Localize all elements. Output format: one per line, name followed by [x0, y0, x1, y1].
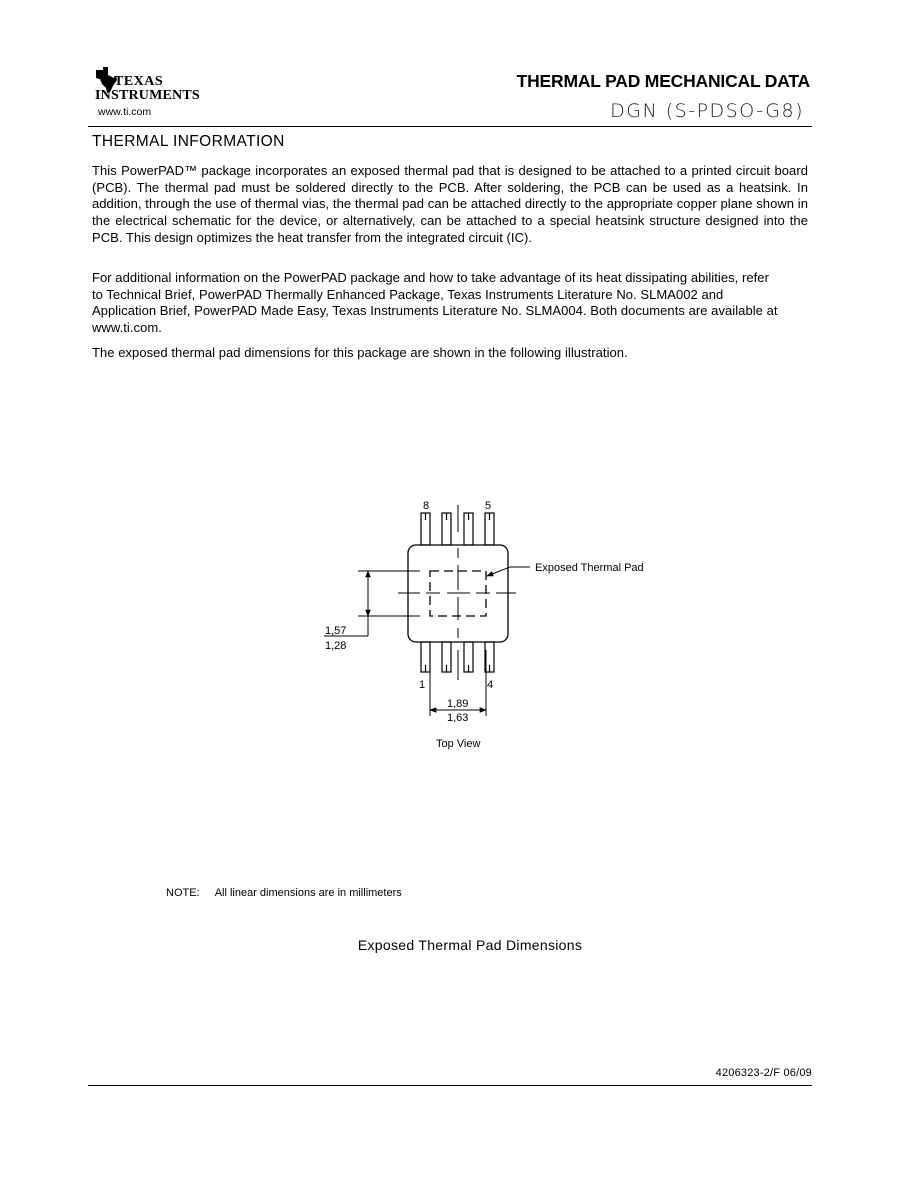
- section-heading: THERMAL INFORMATION: [92, 133, 285, 150]
- logo-wordmark-texas: TEXAS: [114, 74, 164, 89]
- logo-wordmark-instruments: INSTRUMENTS: [95, 88, 200, 103]
- pin-label-5: 5: [485, 500, 492, 512]
- paragraph-thermal-pad: This PowerPAD™ package incorporates an exposed thermal pad that is designed to be attached to a printed circuit board (PCB). The thermal pad must be soldered directly to the PCB. After soldering, the PCB can be used as a heatsink. In addition, through the use of thermal vias, the thermal pad can be attached directly to the appropriate copper plane shown in the electrical schematic for the device, or alternatively, can be attached to a special heatsink structure designed into the PCB. This design optimizes the heat transfer from the integrated circuit (IC).: [92, 163, 808, 245]
- drawing-number: 4206323-2/F 06/09: [715, 1067, 812, 1079]
- pad-callout-label: Exposed Thermal Pad: [535, 562, 644, 574]
- dimension-note: [166, 887, 402, 899]
- logo-website: www.ti.com: [98, 106, 152, 118]
- document-title: THERMAL PAD MECHANICAL DATA: [516, 71, 810, 91]
- note-text: All linear dimensions are in millimeters: [214, 887, 402, 899]
- footer-divider: [88, 1085, 812, 1086]
- package-code: DGN (S-PDSO-G8): [610, 100, 804, 122]
- paragraph-illustration-intro: The exposed thermal pad dimensions for this package are shown in the following illustration.: [92, 345, 628, 360]
- dim-vertical-min: 1,28: [325, 640, 347, 652]
- pad-callout-arrow: [487, 567, 510, 576]
- figure-caption: Exposed Thermal Pad Dimensions: [357, 937, 583, 953]
- view-label: Top View: [436, 738, 481, 750]
- dim-vertical-max: 1,57: [325, 625, 347, 637]
- pin-label-4: 4: [487, 679, 494, 691]
- dim-horizontal-max: 1,89: [447, 698, 469, 710]
- pin-label-1: 1: [419, 679, 426, 691]
- note-label: NOTE:: [166, 887, 200, 899]
- dim-horizontal-min: 1,63: [447, 712, 469, 724]
- paragraph-references: For additional information on the PowerPAD package and how to take advantage of its heat dissipating abilities, refer to Technical Brief, PowerPAD Thermally Enhanced Package, Texas Instruments Literature No. SLMA002 and Application Brief, PowerPAD Made Easy, Texas Instruments Literature No. SLMA004. Both documents are available at www.ti.com.: [92, 270, 778, 336]
- pin-label-8: 8: [423, 500, 430, 512]
- center-lines: [398, 505, 516, 680]
